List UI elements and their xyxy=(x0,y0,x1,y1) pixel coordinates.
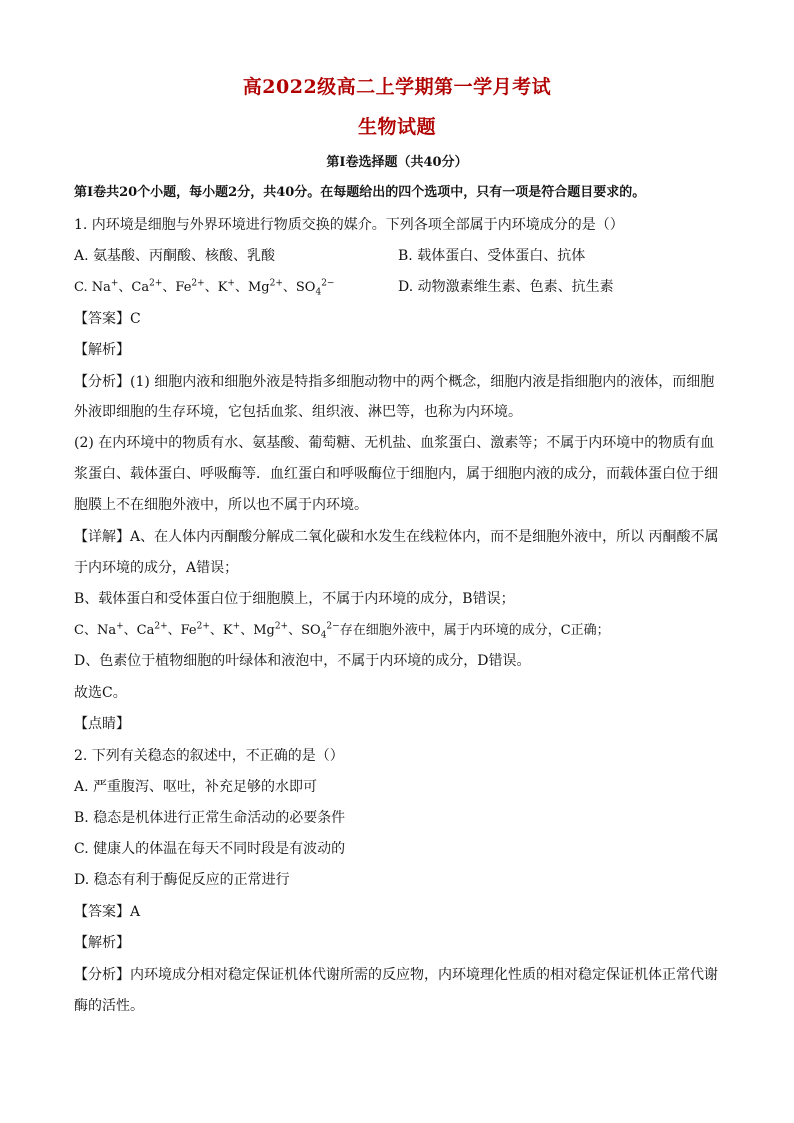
q2-option-b: B. 稳态是机体进行正常生命活动的必要条件 xyxy=(74,810,346,826)
q1-analysis-line: (2) 在内环境中的物质有水、氨基酸、葡萄糖、无机盐、血浆蛋白、激素等；不属于内环境中的物质有血 xyxy=(74,435,715,451)
q1-option-c-prefix: C. Na xyxy=(74,280,111,295)
ion-charge: + xyxy=(232,621,241,632)
subject-title: 生物试题 xyxy=(357,116,436,138)
ion-charge: 2+ xyxy=(269,278,283,289)
q1-detail-c-suffix: 存在细胞外液中，属于内环境的成分，C正确； xyxy=(339,623,610,638)
q1-analysis-line: 胞膜上不在细胞外液中，所以也不属于内环境。 xyxy=(74,497,368,513)
q1-detail-line: B、载体蛋白和受体蛋白位于细胞膜上，不属于内环境的成分，B错误； xyxy=(74,591,515,607)
q1-option-b: B. 载体蛋白、受体蛋白、抗体 xyxy=(398,248,586,264)
ion-so: 、SO xyxy=(288,623,321,638)
ion-subscript: 4 xyxy=(320,630,327,641)
ion-mg: 、Mg xyxy=(240,623,275,638)
ion-charge: 2+ xyxy=(191,278,205,289)
q2-analysis-line: 【分析】内环境成分相对稳定保证机体代谢所需的反应物，内环境理化性质的相对稳定保证机体正常代谢 xyxy=(74,967,718,983)
ion-charge: 2+ xyxy=(154,621,168,632)
q2-analysis-line: 酶的活性。 xyxy=(74,998,144,1014)
ion-charge: 2+ xyxy=(196,621,210,632)
q1-option-d: D. 动物激素维生素、色素、抗生素 xyxy=(398,279,614,295)
ion-ca: 、Ca xyxy=(123,623,155,638)
q1-detail-line: C、Na+、$Ca^{2+}$、$Fe^{2+}$、K+、$Mg^{2+}$、$SO_4^{2-}$存在细胞外液中，属于内环境的成分，C正确； xyxy=(74,621,610,641)
q1-conclusion: 故选C。 xyxy=(74,685,127,701)
q2-stem: 2. 下列有关稳态的叙述中，不正确的是（） xyxy=(74,748,344,764)
q2-option-a: A. 严重腹泻、呕吐，补充足够的水即可 xyxy=(74,779,318,795)
q1-analysis-line: 浆蛋白、载体蛋白、呼吸酶等．血红蛋白和呼吸酶位于细胞内，属于细胞内液的成分，而载体蛋白位于细 xyxy=(74,466,718,482)
ion-subscript: 4 xyxy=(315,287,322,298)
exam-title: 高2022级高二上学期第一学月考试 xyxy=(242,76,552,98)
q1-answer: 【答案】C xyxy=(74,311,141,327)
ion-fe: 、Fe xyxy=(167,623,197,638)
ion-so: 、SO xyxy=(282,280,316,295)
q1-detail-line: 【详解】A、在人体内丙酮酸分解成二氧化碳和水发生在线粒体内，而不是细胞外液中，所以 丙酮酸不属 xyxy=(74,529,719,545)
ion-charge: 2+ xyxy=(274,621,289,632)
ion-ca: 、Ca xyxy=(118,280,150,295)
q2-option-c: C. 健康人的体温在每天不同时段是有波动的 xyxy=(74,841,346,857)
q1-analysis-label: 【解析】 xyxy=(74,342,130,358)
ion-na: Na xyxy=(96,623,117,638)
ion-k: 、K xyxy=(209,623,233,638)
instructions: 第I卷共20个小题，每小题2分，共40分。在每题给出的四个选项中，只有一项是符合题目要求的。 xyxy=(74,185,646,200)
ion-k: 、K xyxy=(204,280,228,295)
q1-detail-line: 于内环境的成分，A错误； xyxy=(74,560,239,576)
q1-detail-line: D、色素位于植物细胞的叶绿体和液泡中，不属于内环境的成分，D错误。 xyxy=(74,653,531,669)
q1-dianjing: 【点睛】 xyxy=(74,716,130,732)
ion-mg: 、Mg xyxy=(234,280,270,295)
q2-option-d: D. 稳态有利于酶促反应的正常进行 xyxy=(74,872,290,888)
ion-charge: 2− xyxy=(326,621,340,632)
q1-analysis-line: 外液即细胞的生存环境，它包括血浆、组织液、淋巴等，也称为内环境。 xyxy=(74,404,522,420)
ion-charge: 2+ xyxy=(149,278,163,289)
q2-analysis-label: 【解析】 xyxy=(74,935,130,951)
ion-charge: + xyxy=(116,621,124,632)
q1-option-a: A. 氨基酸、丙酮酸、核酸、乳酸 xyxy=(74,248,276,264)
q1-stem: 1. 内环境是细胞与外界环境进行物质交换的媒介。下列各项全部属于内环境成分的是（） xyxy=(74,217,624,233)
q2-answer: 【答案】A xyxy=(74,904,141,920)
ion-fe: 、Fe xyxy=(162,280,192,295)
section-title: 第I卷选择题（共40分） xyxy=(326,155,468,170)
ion-charge: + xyxy=(227,278,235,289)
q1-analysis-line: 【分析】(1) 细胞内液和细胞外液是特指多细胞动物中的两个概念，细胞内液是指细胞内的液体，而细胞 xyxy=(74,374,715,390)
ion-charge: 2− xyxy=(321,278,335,289)
ion-charge: + xyxy=(110,278,119,289)
